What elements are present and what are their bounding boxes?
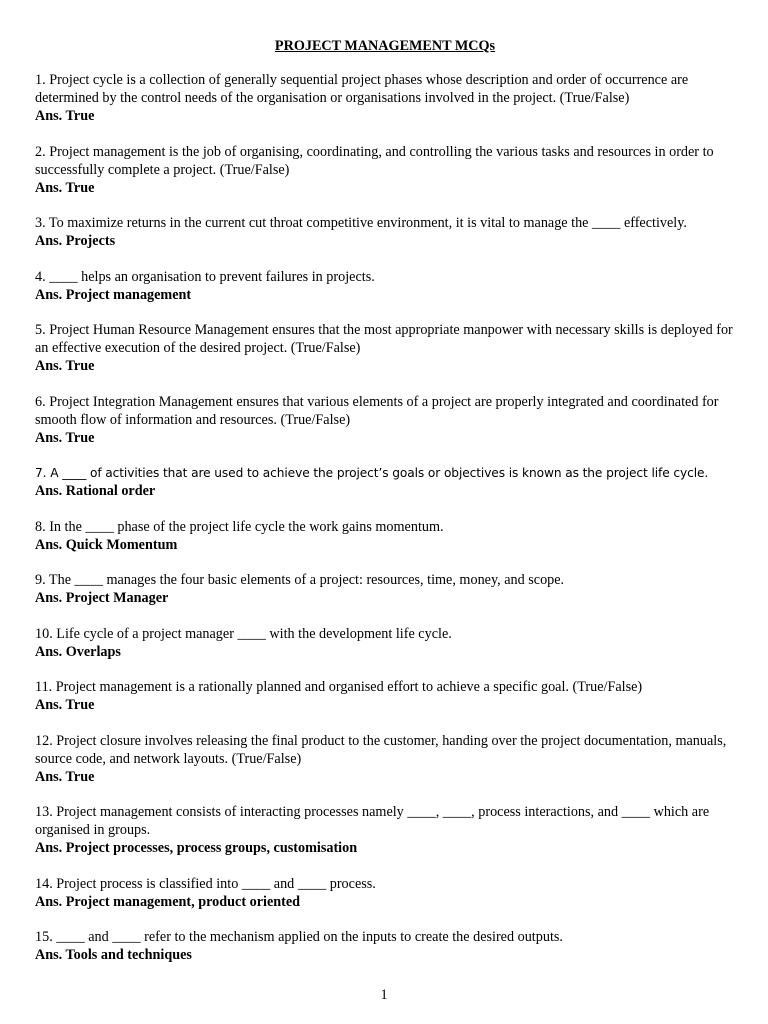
question-text: 13. Project management consists of interacting processes namely ____, ____, process interactions, and ____ which are organised in groups. [35,804,710,838]
list-item [35,803,735,857]
list-item [35,625,735,661]
list-item [35,464,735,500]
page-title: PROJECT MANAGEMENT MCQs [274,38,496,54]
question-text: 10. Life cycle of a project manager ____ with the development life cycle. [35,625,452,642]
answer-text: Ans. Project Manager [35,590,169,606]
list-item [35,571,735,607]
list-item [35,393,735,447]
answer-text: Ans. Project management [35,286,192,303]
list-item [35,71,735,125]
list-item [35,321,735,375]
answer-text: Ans. Project management, product oriented [35,893,301,910]
answer-text: Ans. Rational order [35,483,156,499]
answer-text: Ans. True [35,768,95,785]
question-text: 9. The ____ manages the four basic elements of a project: resources, time, money, and scope. [35,572,565,588]
question-text: 3. To maximize returns in the current cut throat competitive environment, it is vital to manage the ____ effectively. [35,215,687,231]
list-item [35,268,735,304]
answer-text: Ans. True [35,179,95,196]
question-text: 14. Project process is classified into ____ and ____ process. [35,875,376,892]
list-item [35,143,735,197]
list-item [35,214,735,250]
answer-text: Ans. Quick Momentum [35,536,178,553]
question-text: 2. Project management is the job of organising, coordinating, and controlling the various tasks and resources in order to successfully complete a project. (True/False) [35,143,714,178]
question-text: 11. Project management is a rationally planned and organised effort to achieve a specific goal. (True/False) [35,679,643,695]
page-number: 1 [380,987,388,1003]
question-text: 15. ____ and ____ refer to the mechanism applied on the inputs to create the desired outputs. [35,929,563,945]
list-item [35,732,735,786]
document-page [35,37,735,982]
answer-text: Ans. True [35,429,95,446]
question-text: 4. ____ helps an organisation to prevent failures in projects. [35,268,375,285]
question-text: 8. In the ____ phase of the project life cycle the work gains momentum. [35,518,444,535]
answer-text: Ans. Projects [35,233,116,249]
answer-text: Ans. Overlaps [35,643,121,660]
answer-text: Ans. True [35,108,95,124]
question-text: 5. Project Human Resource Management ensures that the most appropriate manpower with necessary skills is deployed for an effective execution of the desired project. (True/False) [35,322,733,356]
answer-text: Ans. Project processes, process groups, customisation [35,840,358,856]
list-item [35,875,735,911]
list-item [35,928,735,964]
list-item [35,518,735,554]
list-item [35,678,735,714]
question-text: 7. A ____ of activities that are used to achieve the project’s goals or objectives is known as the project life cycle. [35,466,709,480]
answer-text: Ans. True [35,358,95,374]
question-text: 6. Project Integration Management ensures that various elements of a project are properly integrated and coordinated for smooth flow of information and resources. (True/False) [35,393,719,428]
question-text: 12. Project closure involves releasing the final product to the customer, handing over the project documentation, manuals, source code, and network layouts. (True/False) [35,732,727,767]
answer-text: Ans. Tools and techniques [35,947,192,963]
answer-text: Ans. True [35,697,95,713]
question-text: 1. Project cycle is a collection of generally sequential project phases whose description and order of occurrence are determined by the control needs of the organisation or organisations involved in the project. (True/False) [35,72,689,106]
